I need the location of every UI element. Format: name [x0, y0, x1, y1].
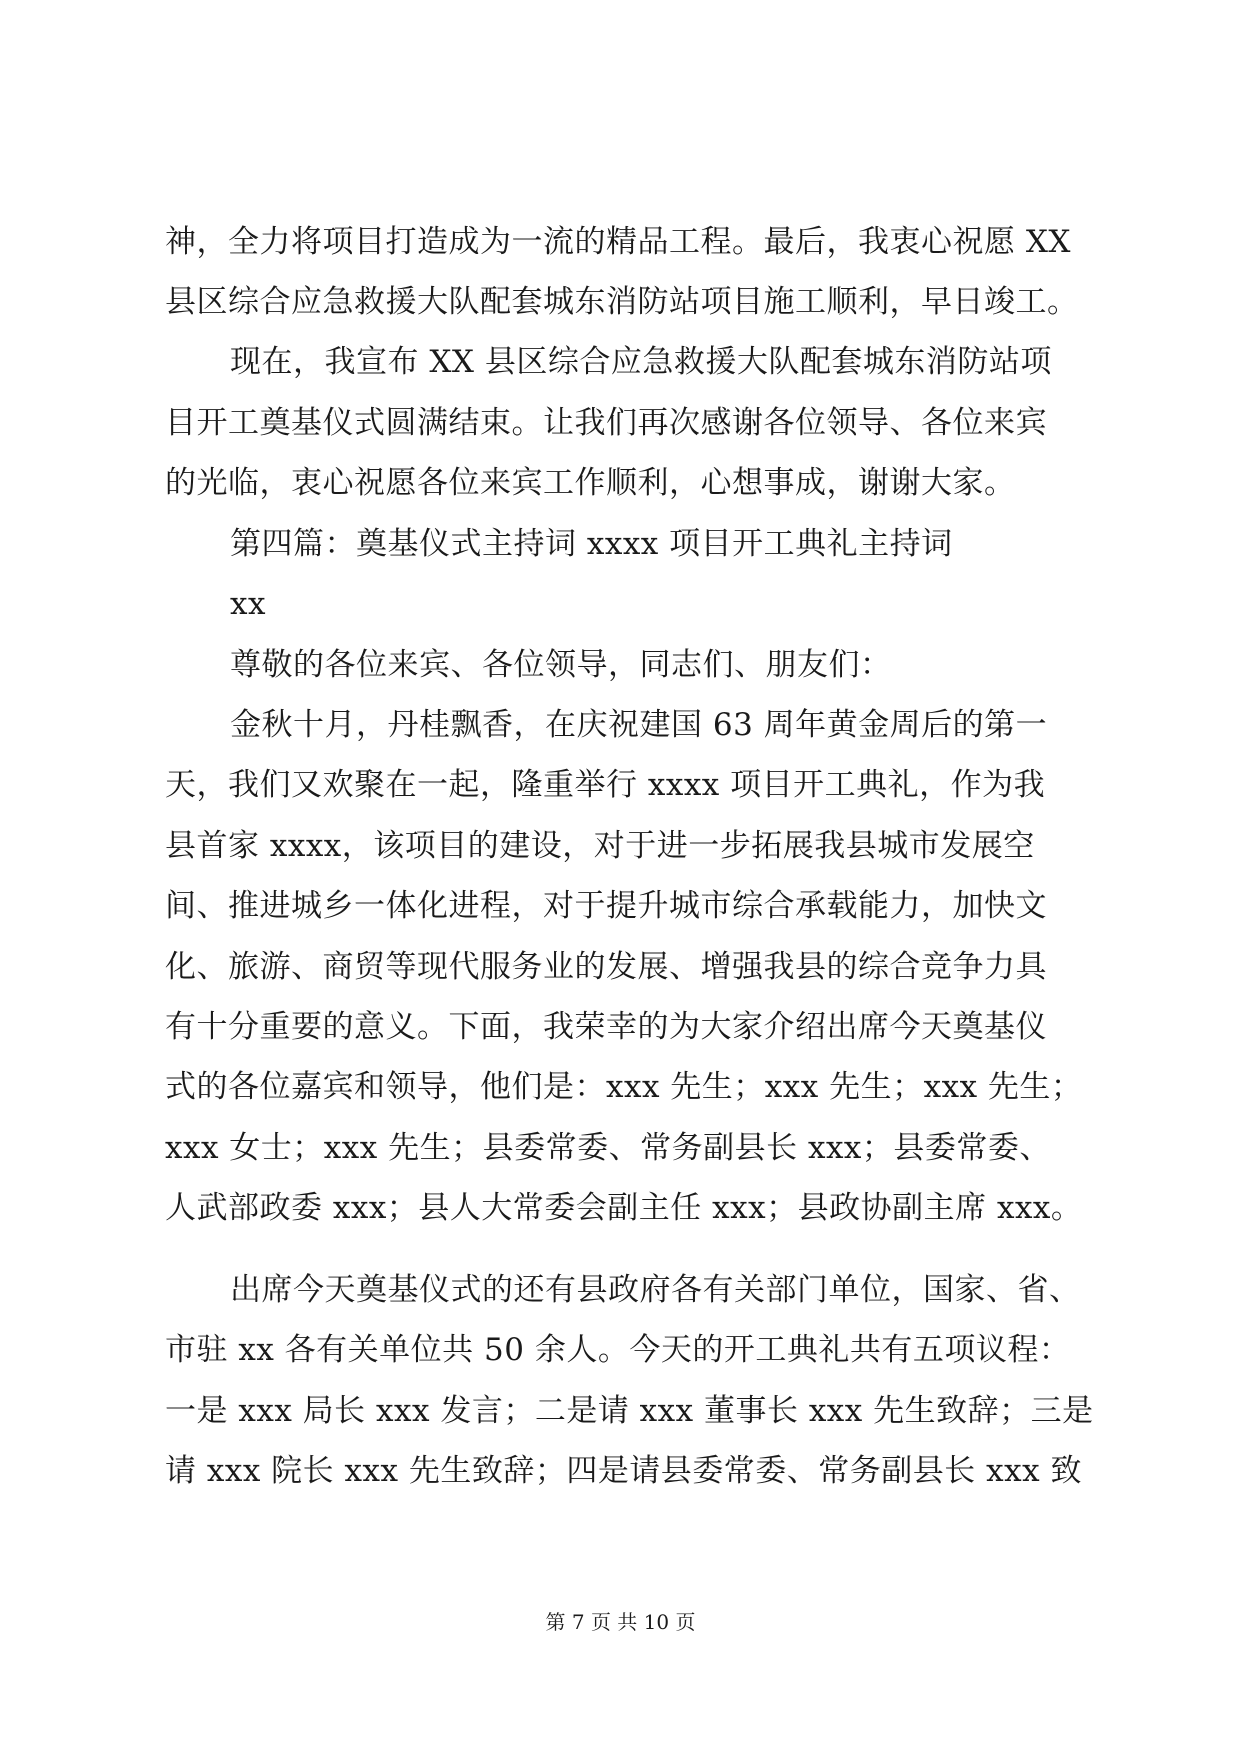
text-line: 现在，我宣布 XX 县区综合应急救援大队配套城东消防站项	[230, 344, 1052, 380]
text-line: 县首家 xxxx，该项目的建设，对于进一步拓展我县城市发展空	[165, 828, 1035, 864]
text-line: 市驻 xx 各有关单位共 50 余人。今天的开工典礼共有五项议程：	[165, 1332, 1071, 1368]
text-line: 间、推进城乡一体化进程，对于提升城市综合承载能力，加快文	[165, 888, 1047, 924]
text-line: 出席今天奠基仪式的还有县政府各有关部门单位，国家、省、	[230, 1272, 1081, 1308]
text-line: 化、旅游、商贸等现代服务业的发展、增强我县的综合竞争力具	[165, 949, 1047, 985]
text-line: 县区综合应急救援大队配套城东消防站项目施工顺利，早日竣工。	[165, 284, 1079, 320]
text-line: 一是 xxx 局长 xxx 发言；二是请 xxx 董事长 xxx 先生致辞；三是	[165, 1393, 1094, 1429]
text-line: 式的各位嘉宾和领导，他们是：xxx 先生；xxx 先生；xxx 先生；	[165, 1069, 1083, 1105]
section-heading: 第四篇：奠基仪式主持词 xxxx 项目开工典礼主持词	[230, 526, 953, 562]
text-line: 请 xxx 院长 xxx 先生致辞；四是请县委常委、常务副县长 xxx 致	[165, 1453, 1082, 1489]
page-number-footer: 第 7 页 共 10 页	[545, 1610, 696, 1634]
text-line: 金秋十月，丹桂飘香，在庆祝建国 63 周年黄金周后的第一	[230, 707, 1048, 743]
text-line: 人武部政委 xxx；县人大常委会副主任 xxx；县政协副主席 xxx。	[165, 1190, 1083, 1226]
text-line: 天，我们又欢聚在一起，隆重举行 xxxx 项目开工典礼，作为我	[165, 767, 1046, 803]
text-line: xx	[230, 586, 266, 622]
text-line: 神，全力将项目打造成为一流的精品工程。最后，我衷心祝愿 XX	[165, 224, 1071, 260]
text-line: 有十分重要的意义。下面，我荣幸的为大家介绍出席今天奠基仪	[165, 1009, 1047, 1045]
text-line: 目开工奠基仪式圆满结束。让我们再次感谢各位领导、各位来宾	[165, 405, 1047, 441]
text-line: xxx 女士；xxx 先生；县委常委、常务副县长 xxx；县委常委、	[165, 1130, 1051, 1166]
salutation: 尊敬的各位来宾、各位领导，同志们、朋友们：	[230, 647, 892, 683]
text-line: 的光临，衷心祝愿各位来宾工作顺利，心想事成，谢谢大家。	[165, 465, 1016, 501]
